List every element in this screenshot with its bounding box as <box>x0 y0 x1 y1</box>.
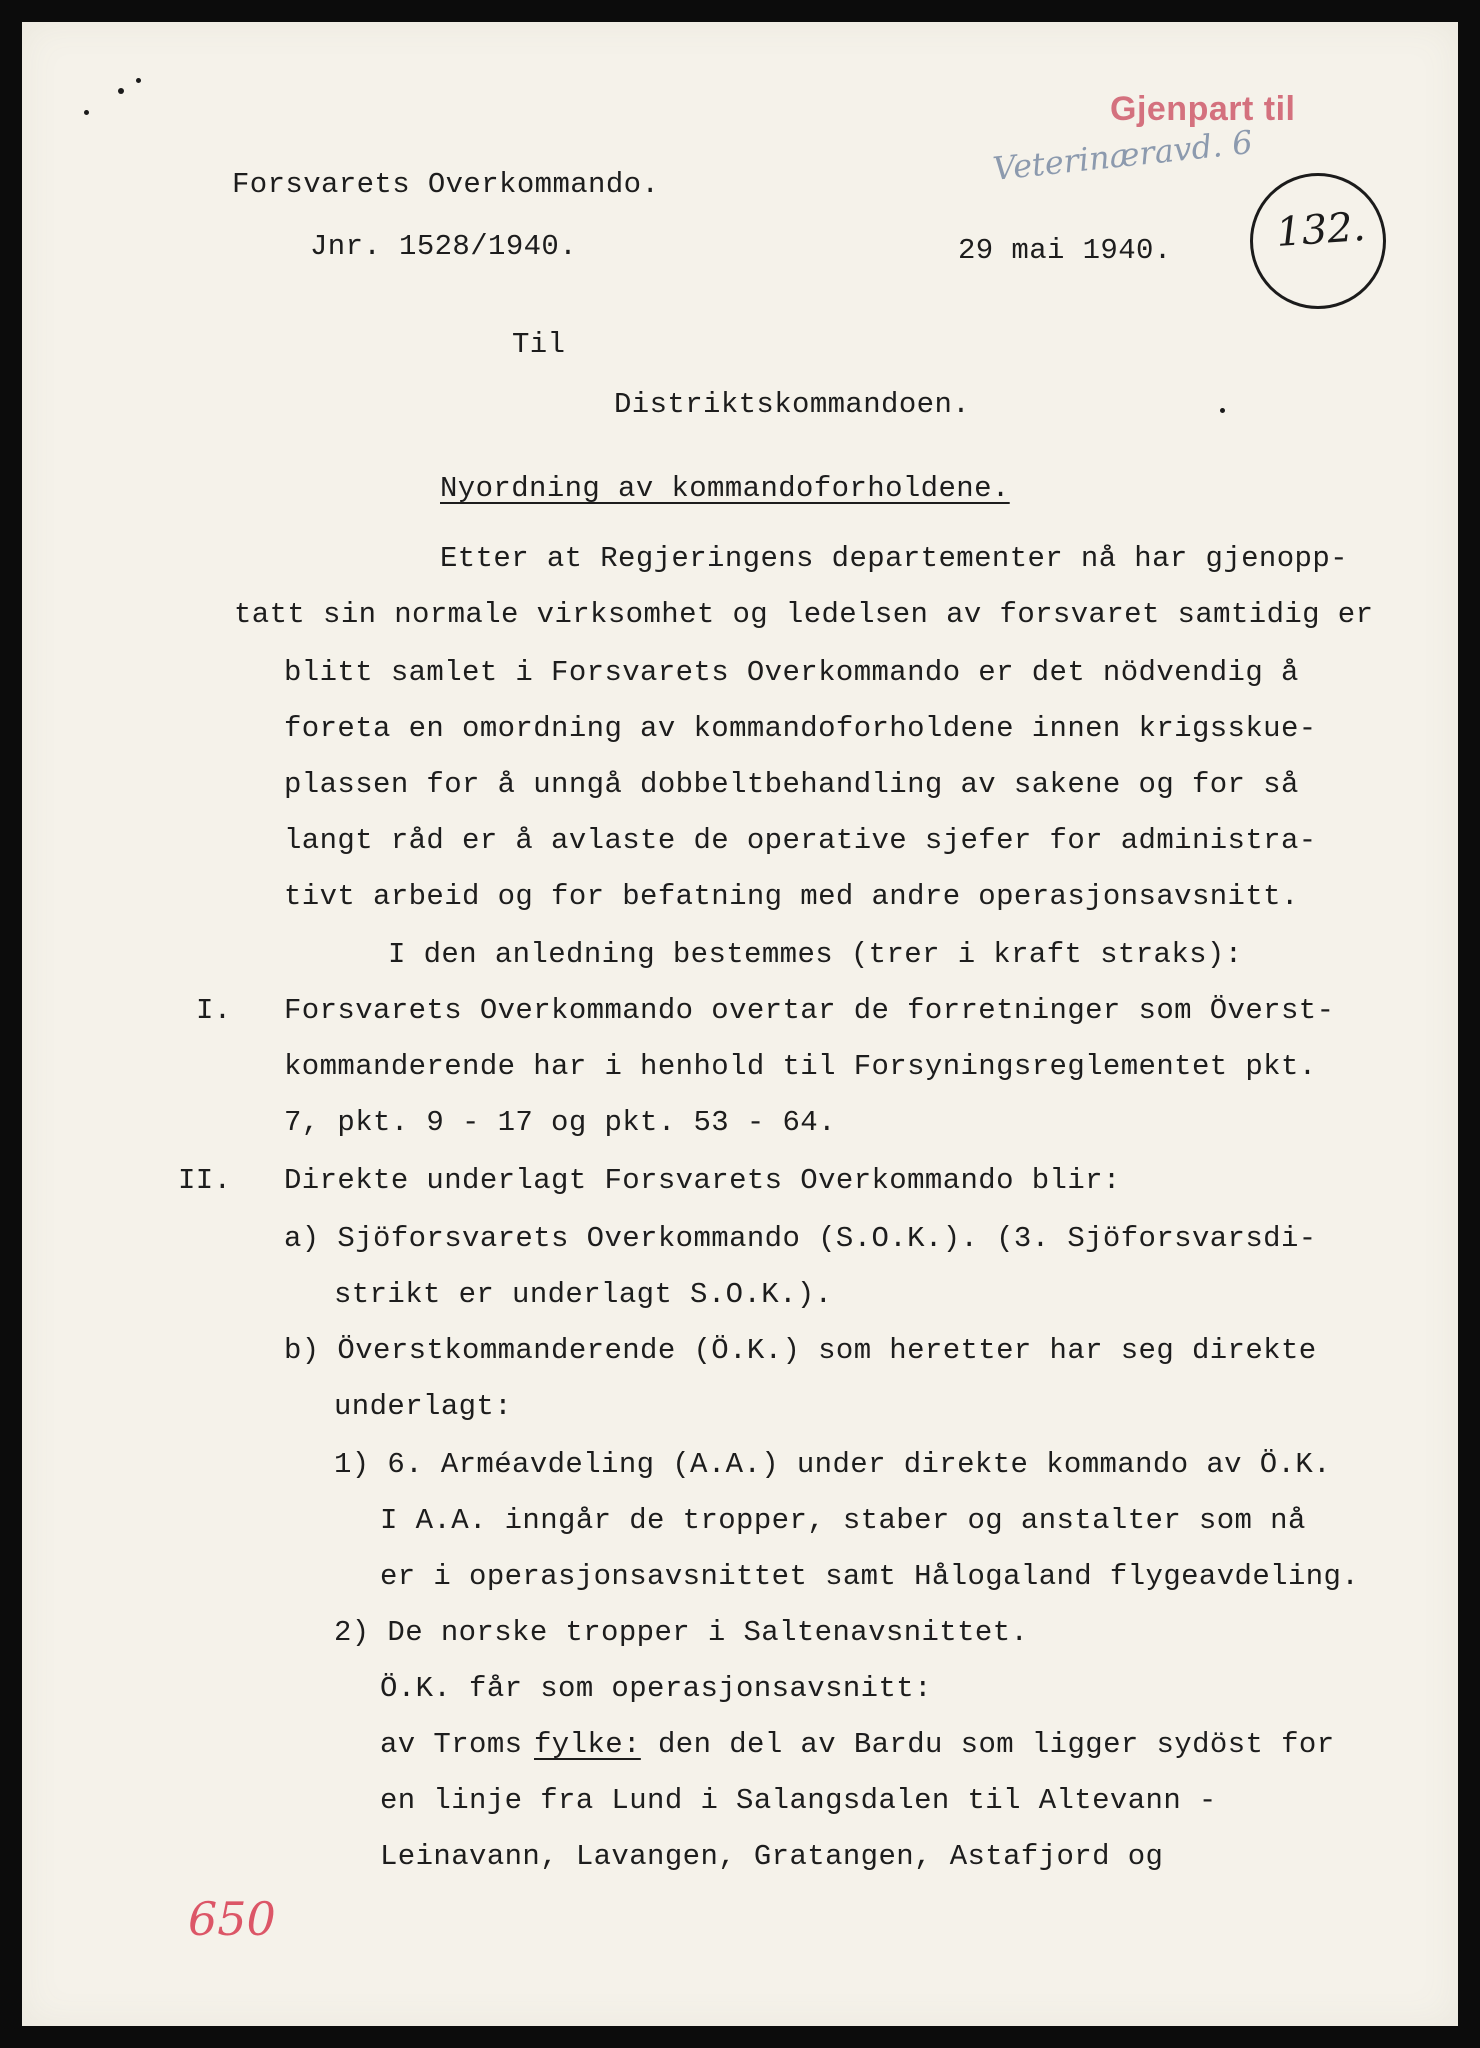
org-name: Forsvarets Overkommando. <box>232 168 660 201</box>
section-number: II. <box>178 1164 232 1197</box>
body-line: foreta en omordning av kommandoforholdene innen krigsskue- <box>284 712 1317 745</box>
body-line: a) Sjöforsvarets Overkommando (S.O.K.). (3. Sjöforsvarsdi- <box>284 1222 1317 1255</box>
body-line: I den anledning bestemmes (trer i kraft straks): <box>388 938 1243 971</box>
recipient-prefix: Til <box>512 328 566 361</box>
body-line: I A.A. inngår de tropper, staber og anstalter som nå <box>380 1504 1306 1537</box>
recipient-name: Distriktskommandoen. <box>614 388 971 421</box>
document-date: 29 mai 1940. <box>958 234 1172 267</box>
circled-number: 132. <box>1274 203 1367 256</box>
body-line: Forsvarets Overkommando overtar de forretninger som Överst- <box>284 994 1335 1027</box>
body-line: av Troms <box>380 1728 523 1761</box>
body-line: 7, pkt. 9 - 17 og pkt. 53 - 64. <box>284 1106 836 1139</box>
body-line: en linje fra Lund i Salangsdalen til Altevann - <box>380 1784 1217 1817</box>
body-line: er i operasjonsavsnittet samt Hålogaland flygeavdeling. <box>380 1560 1360 1593</box>
body-line: 1) 6. Arméavdeling (A.A.) under direkte kommando av Ö.K. <box>334 1448 1331 1481</box>
body-line: strikt er underlagt S.O.K.). <box>334 1278 833 1311</box>
body-line: tivt arbeid og for befatning med andre operasjonsavsnitt. <box>284 880 1299 913</box>
body-line: Direkte underlagt Forsvarets Overkommando blir: <box>284 1164 1121 1197</box>
body-line: Ö.K. får som operasjonsavsnitt: <box>380 1672 932 1705</box>
body-line: plassen for å unngå dobbeltbehandling av sakene og for så <box>284 768 1299 801</box>
section-number: I. <box>196 994 232 1027</box>
underlined-word: fylke: <box>534 1728 641 1761</box>
ink-speck <box>84 110 89 115</box>
body-line: den del av Bardu som ligger sydöst for <box>658 1728 1335 1761</box>
journal-number: Jnr. 1528/1940. <box>310 230 578 263</box>
body-line: underlagt: <box>334 1390 513 1423</box>
ink-speck <box>136 78 141 83</box>
body-line: blitt samlet i Forsvarets Overkommando er det nödvendig å <box>284 656 1299 689</box>
subject-heading: Nyordning av kommandoforholdene. <box>440 472 1010 505</box>
body-line: langt råd er å avlaste de operative sjefer for administra- <box>284 824 1317 857</box>
body-line: 2) De norske tropper i Saltenavsnittet. <box>334 1616 1029 1649</box>
body-line: Etter at Regjeringens departementer nå har gjenopp- <box>440 542 1348 575</box>
body-line: tatt sin normale virksomhet og ledelsen av forsvaret samtidig er <box>234 598 1374 631</box>
copy-stamp: Gjenpart til <box>1110 90 1296 128</box>
body-line: kommanderende har i henhold til Forsyningsreglementet pkt. <box>284 1050 1317 1083</box>
handwritten-recipient: Veterinæravd. 6 <box>991 122 1255 188</box>
body-line: Leinavann, Lavangen, Gratangen, Astafjord og <box>380 1840 1164 1873</box>
ink-speck <box>118 88 124 94</box>
body-line: b) Överstkommanderende (Ö.K.) som heretter har seg direkte <box>284 1334 1317 1367</box>
ink-speck <box>1220 408 1225 413</box>
page-number: 650 <box>188 1892 276 1946</box>
